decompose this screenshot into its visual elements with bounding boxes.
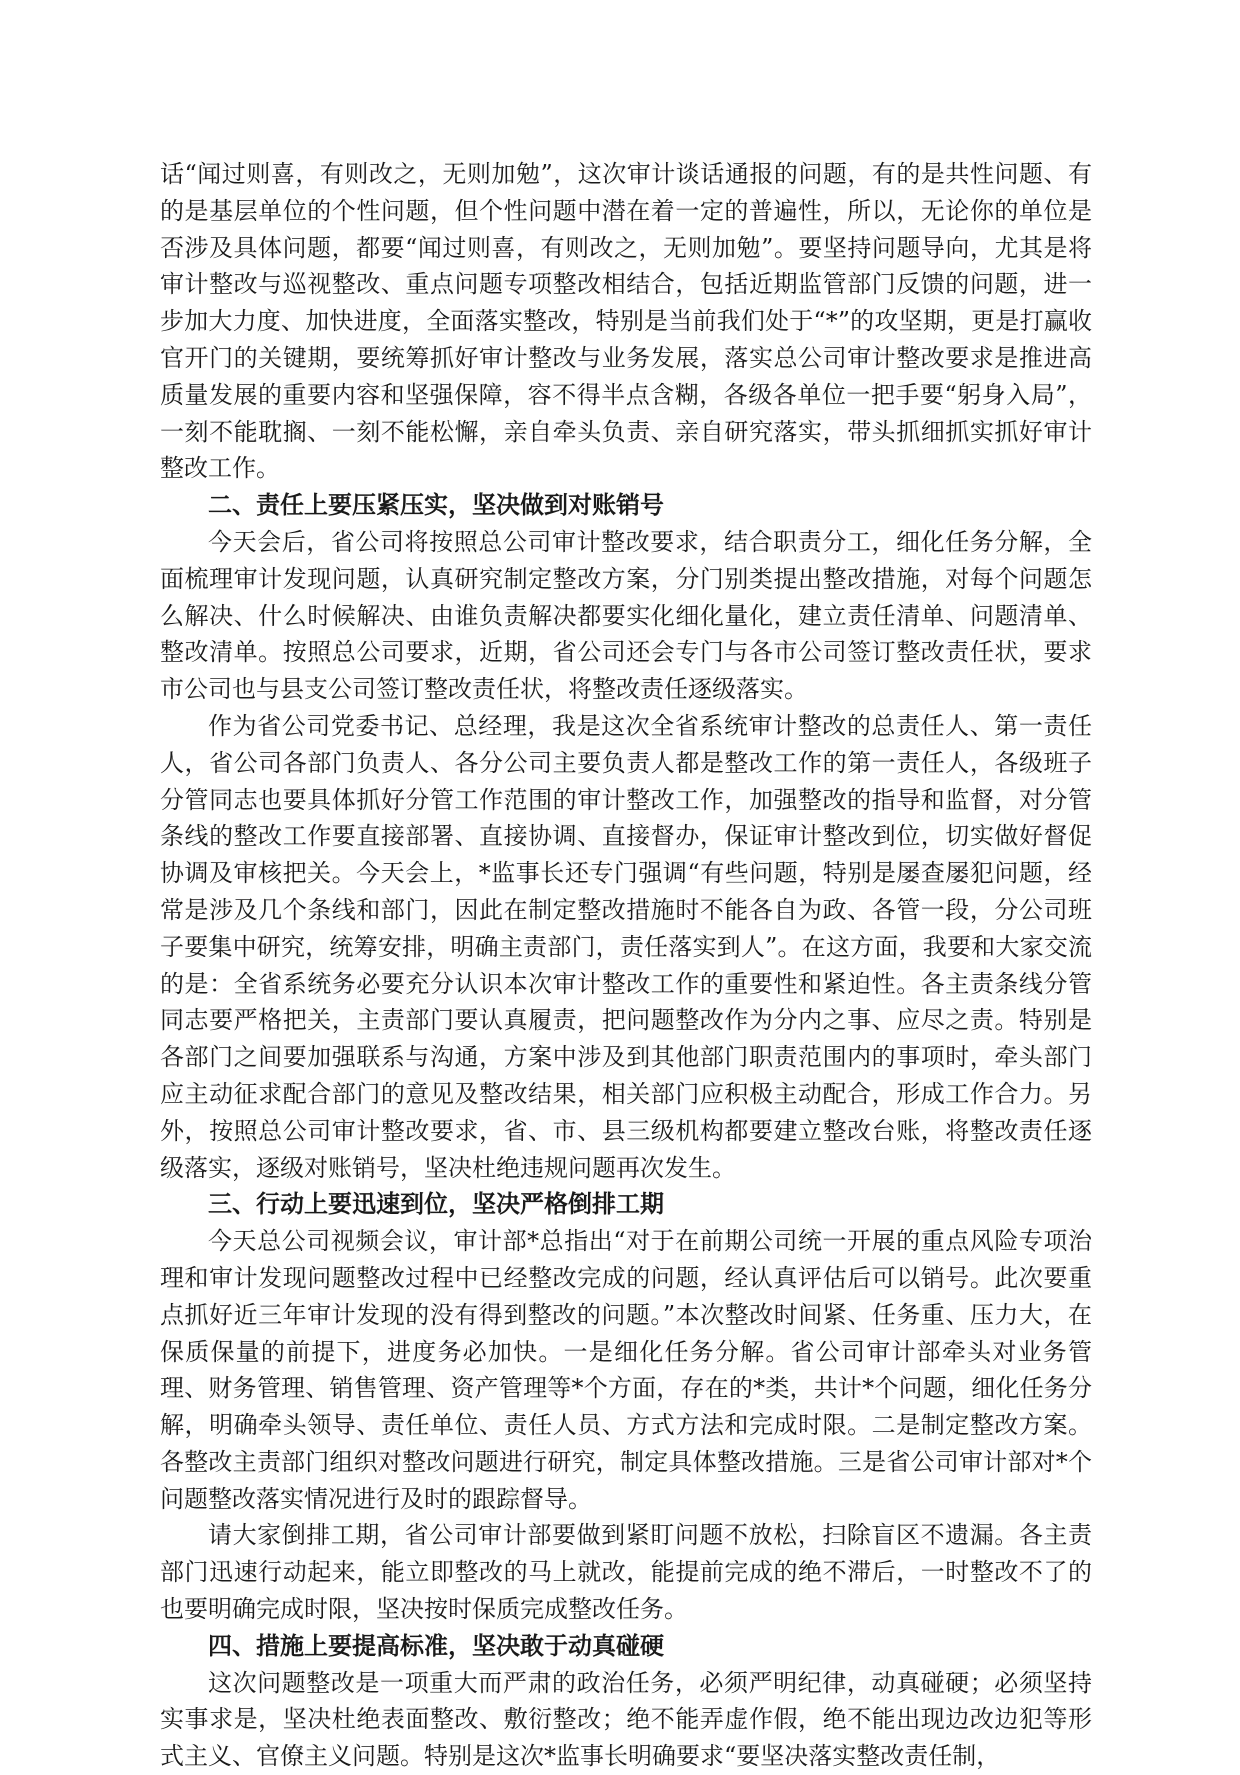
body-paragraph-2: 今天会后，省公司将按照总公司审计整改要求，结合职责分工，细化任务分解，全面梳理审计发现问题，认真研究制定整改方案，分门别类提出整改措施，对每个问题怎么解决、什么时候解决、由谁负责解决都要实化细化量化，建立责任清单、问题清单、整改清单。按照总公司要求，近期，省公司还会专门与各市公司签订整改责任状，要求市公司也与县支公司签订整改责任状，将整改责任逐级落实。 [160, 527, 1092, 704]
section-heading-4: 四、措施上要提高标准，坚决敢于动真碰硬 [208, 1630, 664, 1660]
body-paragraph-4: 今天总公司视频会议，审计部*总指出“对于在前期公司统一开展的重点风险专项治理和审计发现问题整改过程中已经整改完成的问题，经认真评估后可以销号。此次要重点抓好近三年审计发现的没有得到整改的问题。”本次整改时间紧、任务重、压力大，在保质保量的前提下，进度务必加快。一是细化任务分解。省公司审计部牵头对业务管理、财务管理、销售管理、资产管理等*个方面，存在的*类，共计*个问题，细化任务分解，明确牵头领导、责任单位、责任人员、方式方法和完成时限。二是制定整改方案。各整改主责部门组织对整改问题进行研究，制定具体整改措施。三是省公司审计部对*个问题整改落实情况进行及时的跟踪督导。 [160, 1227, 1092, 1513]
body-paragraph-3: 作为省公司党委书记、总经理，我是这次全省系统审计整改的总责任人、第一责任人，省公司各部门负责人、各分公司主要负责人都是整改工作的第一责任人，各级班子分管同志也要具体抓好分管工作范围的审计整改工作，加强整改的指导和监督，对分管条线的整改工作要直接部署、直接协调、直接督办，保证审计整改到位，切实做好督促协调及审核把关。今天会上，*监事长还专门强调“有些问题，特别是屡查屡犯问题，经常是涉及几个条线和部门，因此在制定整改措施时不能各自为政、各管一段，分公司班子要集中研究，统筹安排，明确主责部门，责任落实到人”。在这方面，我要和大家交流的是：全省系统务必要充分认识本次审计整改工作的重要性和紧迫性。各主责条线分管同志要严格把关，主责部门要认真履责，把问题整改作为分内之事、应尽之责。特别是各部门之间要加强联系与沟通，方案中涉及到其他部门职责范围内的事项时，牵头部门应主动征求配合部门的意见及整改结果，相关部门应积极主动配合，形成工作合力。另外，按照总公司审计整改要求，省、市、县三级机构都要建立整改台账，将整改责任逐级落实，逐级对账销号，坚决杜绝违规问题再次发生。 [160, 711, 1092, 1182]
section-heading-2: 二、责任上要压紧压实，坚决做到对账销号 [208, 490, 664, 520]
body-paragraph-1: 话“闻过则喜，有则改之，无则加勉”，这次审计谈话通报的问题，有的是共性问题、有的是基层单位的个性问题，但个性问题中潜在着一定的普遍性，所以，无论你的单位是否涉及具体问题，都要“闻过则喜，有则改之，无则加勉”。要坚持问题导向，尤其是将审计整改与巡视整改、重点问题专项整改相结合，包括近期监管部门反馈的问题，进一步加大力度、加快进度，全面落实整改，特别是当前我们处于“*”的攻坚期，更是打赢收官开门的关键期，要统筹抓好审计整改与业务发展，落实总公司审计整改要求是推进高质量发展的重要内容和坚强保障，容不得半点含糊，各级各单位一把手要“躬身入局”，一刻不能耽搁、一刻不能松懈，亲自牵头负责、亲自研究落实，带头抓细抓实抓好审计整改工作。 [160, 160, 1092, 483]
document-page [160, 156, 1092, 1775]
body-paragraph-6: 这次问题整改是一项重大而严肃的政治任务，必须严明纪律，动真碰硬；必须坚持实事求是，坚决杜绝表面整改、敷衍整改；绝不能弄虚作假，绝不能出现边改边犯等形式主义、官僚主义问题。特别是这次*监事长明确要求“要坚决落实整改责任制， [160, 1668, 1092, 1771]
body-paragraph-5: 请大家倒排工期，省公司审计部要做到紧盯问题不放松，扫除盲区不遗漏。各主责部门迅速行动起来，能立即整改的马上就改，能提前完成的绝不滞后，一时整改不了的也要明确完成时限，坚决按时保质完成整改任务。 [160, 1521, 1092, 1624]
section-heading-3: 三、行动上要迅速到位，坚决严格倒排工期 [208, 1189, 664, 1219]
